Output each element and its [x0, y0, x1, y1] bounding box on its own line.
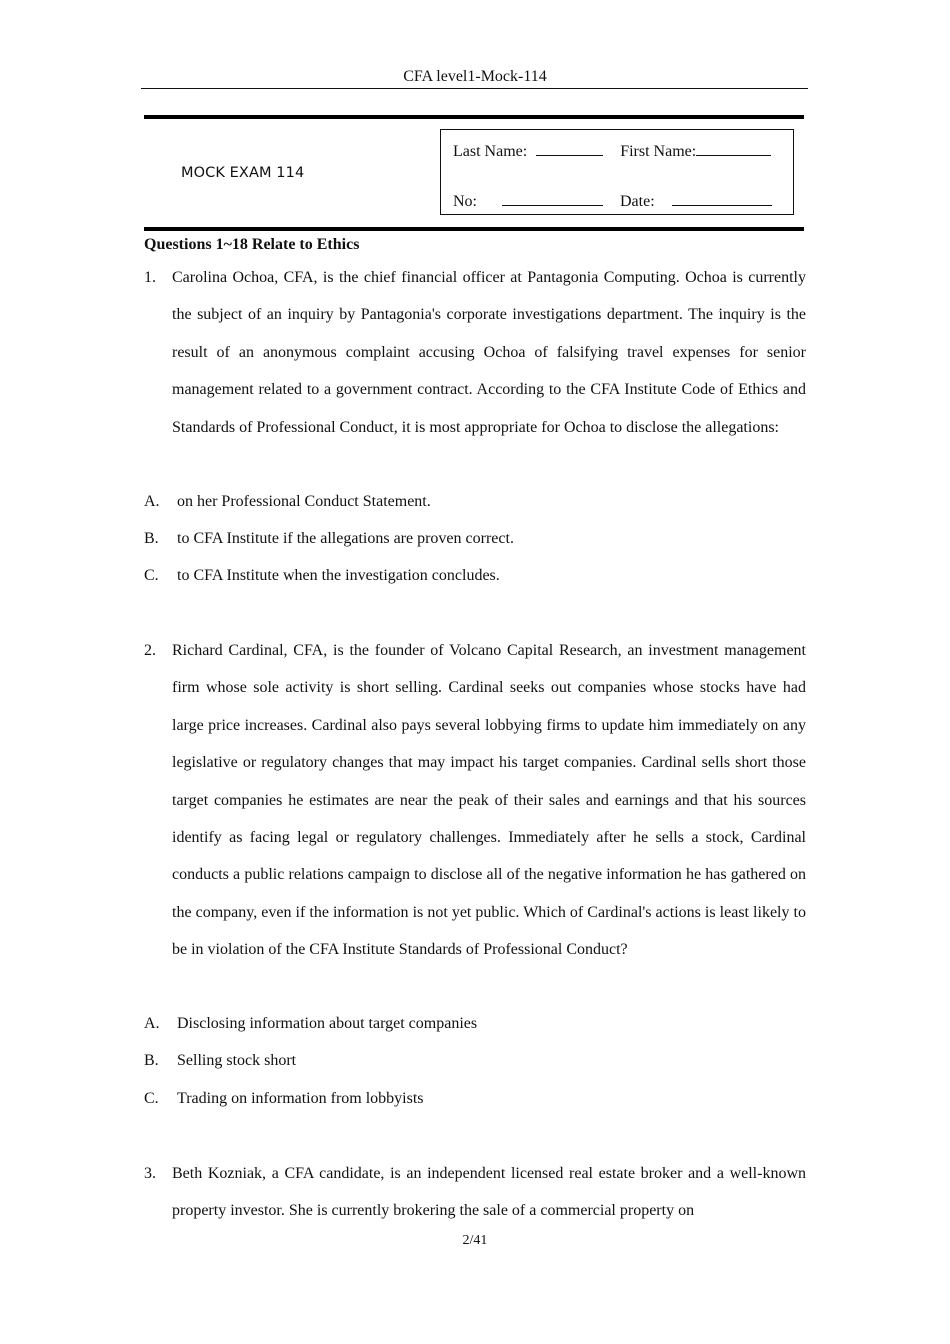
exam-title: MOCK EXAM 114 [181, 165, 305, 181]
option-letter: B. [144, 530, 159, 547]
title-block-bottom-rule [144, 227, 804, 231]
option-text: Selling stock short [177, 1052, 297, 1069]
option-text: Disclosing information about target companies [177, 1015, 478, 1032]
question-number: 2. [144, 642, 156, 659]
question-text: Richard Cardinal, CFA, is the founder of Volcano Capital Research, an investment management firm whose sole activity is short selling. Cardinal seeks out companies whose stocks have had large price increases. Cardinal also pays several lobbying firms to update him immediately on any legislative or regulatory changes that may impact his target companies. Cardinal sells short those target companies he estimates are near the peak of their sales and earnings and that his sources identify as facing legal or regulatory challenges. Immediately after he sells a stock, Cardinal conducts a public relations campaign to disclose all of the negative information he has gathered on the company, even if the information is not yet public. Which of Cardinal's actions is least likely to be in violation of the CFA Institute Standards of Professional Conduct? [172, 642, 806, 959]
option-letter: B. [144, 1052, 159, 1069]
first-name-blank[interactable] [696, 140, 771, 156]
header-rule [141, 88, 808, 89]
option-text: on her Professional Conduct Statement. [177, 493, 431, 510]
option-letter: A. [144, 1015, 160, 1032]
option-letter: C. [144, 567, 159, 584]
page-number: 2/41 [462, 1233, 488, 1248]
option-text: to CFA Institute if the allegations are proven correct. [177, 530, 514, 547]
number-label: No: [453, 193, 477, 210]
candidate-info-box [440, 129, 794, 215]
title-block-top-rule [144, 115, 804, 119]
question-text: Beth Kozniak, a CFA candidate, is an independent licensed real estate broker and a well-known property investor. She is currently brokering the sale of a commercial property on [172, 1165, 806, 1220]
question-number: 1. [144, 269, 156, 286]
option-letter: A. [144, 493, 160, 510]
first-name-label: First Name: [620, 143, 697, 160]
option-text: to CFA Institute when the investigation concludes. [177, 567, 500, 584]
date-label: Date: [620, 193, 655, 210]
last-name-label: Last Name: [453, 143, 528, 160]
date-blank[interactable] [672, 190, 772, 206]
question-text: Carolina Ochoa, CFA, is the chief financial officer at Pantagonia Computing. Ochoa is currently the subject of an inquiry by Pantagonia's corporate investigations department. The inquiry is the result of an anonymous complaint accusing Ochoa of falsifying travel expenses for senior management related to a government contract. According to the CFA Institute Code of Ethics and Standards of Professional Conduct, it is most appropriate for Ochoa to disclose the allegations: [172, 269, 806, 436]
number-blank[interactable] [502, 190, 603, 206]
option-text: Trading on information from lobbyists [177, 1090, 424, 1107]
question-number: 3. [144, 1165, 156, 1182]
number-date-row [453, 190, 772, 212]
option-letter: C. [144, 1090, 159, 1107]
running-header: CFA level1-Mock-114 [403, 68, 547, 85]
last-name-blank[interactable] [536, 140, 603, 156]
section-title: Questions 1~18 Relate to Ethics [144, 236, 360, 253]
name-row [453, 140, 771, 162]
